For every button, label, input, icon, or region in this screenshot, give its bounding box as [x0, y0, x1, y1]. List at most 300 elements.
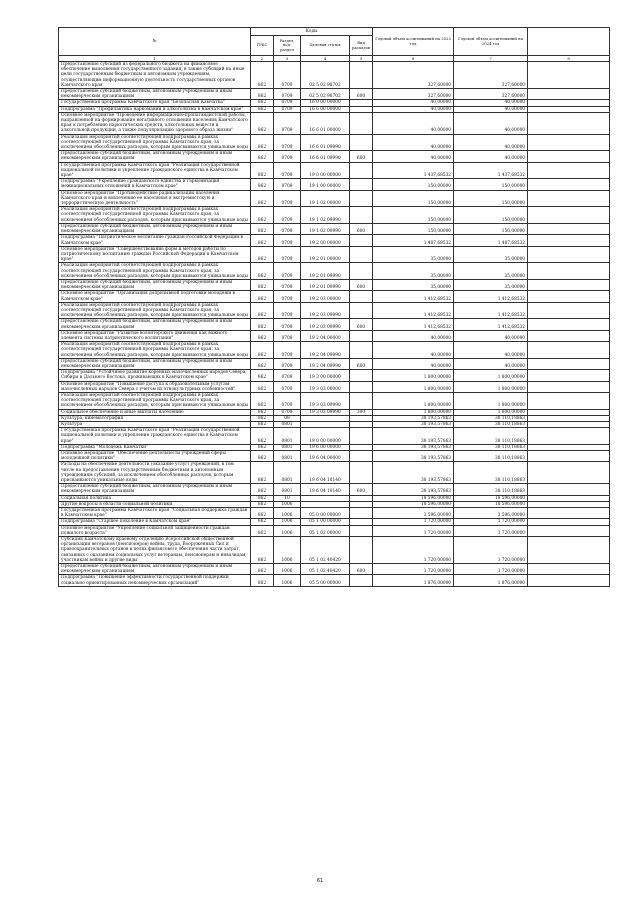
row-amount-2024-cell: 1 412,68532	[454, 291, 528, 302]
row-target-cell: 19 6 04 10140	[301, 484, 350, 495]
row-vid-cell: 600	[350, 484, 373, 495]
row-grbs-cell: 862	[251, 89, 274, 100]
row-spare-cell	[528, 302, 610, 319]
row-grbs-cell: 862	[251, 246, 274, 263]
row-amount-2023-cell: 327,60000	[373, 62, 454, 89]
row-name-cell: Государственная программа Камчатского края "Реализация государственной национальной политики и укрепление гражданского единства в Камчатском крае"	[59, 428, 251, 445]
row-name-cell: Подпрограмма "Укрепление гражданского единства и гармонизация межнациональных отношений в Камчатском крае"	[59, 179, 251, 190]
table-row	[59, 246, 610, 263]
row-name-cell: Основное мероприятие "Укрепление социальной защищенности граждан пожилого возраста"	[59, 525, 251, 536]
table-row	[59, 319, 610, 330]
row-grbs-cell: 862	[251, 525, 274, 536]
row-amount-2023-cell: 1 800,00000	[373, 370, 454, 381]
row-vid-cell	[350, 462, 373, 484]
row-section-cell: 0801	[274, 422, 301, 428]
row-name-cell: Реализация мероприятий соответствующей подпрограммы в рамках соответствующей государственной программы Камчатского края, за исключением обособленных расходов, которым присваиваются уникальные коды	[59, 392, 251, 409]
row-spare-cell	[528, 279, 610, 290]
row-section-cell: 0709	[274, 302, 301, 319]
row-spare-cell	[528, 428, 610, 445]
row-amount-2024-cell: 1 800,00000	[454, 409, 528, 415]
row-amount-2023-cell: 1 412,68532	[373, 302, 454, 319]
table-row	[59, 279, 610, 290]
row-amount-2024-cell: 18 596,00000	[454, 501, 528, 507]
row-target-cell: 19 6 04 00000	[301, 451, 350, 462]
row-amount-2024-cell: 18 596,00000	[454, 495, 528, 501]
row-spare-cell	[528, 370, 610, 381]
row-name-cell: Подпрограмма "Устойчивое развитие коренных малочисленных народов Севера, Сибири и Дальнего Востока, проживающих в Камчатском крае"	[59, 370, 251, 381]
row-target-cell: 19 2 03 09990	[301, 319, 350, 330]
row-section-cell: 0709	[274, 89, 301, 100]
budget-table-sheet	[58, 27, 609, 587]
table-row	[59, 302, 610, 319]
row-vid-cell	[350, 537, 373, 564]
row-amount-2023-cell: 40,00000	[373, 100, 454, 106]
row-spare-cell	[528, 89, 610, 100]
row-target-cell: 19 3 03 09990	[301, 392, 350, 409]
col-header-plan2024: Годовой объем ассигнований на 2024 год	[454, 28, 528, 56]
row-section-cell: 0801	[274, 444, 301, 450]
row-grbs-cell: 862	[251, 62, 274, 89]
row-amount-2023-cell: 150,00000	[373, 223, 454, 234]
row-amount-2023-cell: 40,00000	[373, 342, 454, 359]
table-row	[59, 342, 610, 359]
row-grbs-cell: 862	[251, 235, 274, 246]
row-grbs-cell: 862	[251, 462, 274, 484]
row-section-cell: 0709	[274, 207, 301, 224]
table-row	[59, 263, 610, 280]
row-grbs-cell: 862	[251, 190, 274, 207]
row-amount-2024-cell: 1 720,00000	[454, 519, 528, 525]
row-amount-2023-cell: 1 412,68532	[373, 291, 454, 302]
row-amount-2024-cell: 1 412,68532	[454, 319, 528, 330]
row-target-cell: 19 2 00 00000	[301, 235, 350, 246]
row-vid-cell	[350, 190, 373, 207]
row-vid-cell	[350, 392, 373, 409]
row-name-cell: Предоставление субсидий бюджетным, автономным учреждениям и иным некоммерческим организациям	[59, 279, 251, 290]
row-amount-2024-cell: 1 487,68532	[454, 235, 528, 246]
row-section-cell: 1006	[274, 501, 301, 507]
row-spare-cell	[528, 235, 610, 246]
row-grbs-cell: 862	[251, 484, 274, 495]
row-amount-2023-cell: 40,00000	[373, 134, 454, 151]
row-amount-2024-cell: 150,00000	[454, 190, 528, 207]
row-amount-2023-cell: 38 193,57863	[373, 428, 454, 445]
table-row	[59, 428, 610, 445]
row-target-cell: 19 3 03 00000	[301, 381, 350, 392]
col-header-vid: Вид расходов	[350, 36, 373, 56]
column-number-cell: 4	[301, 56, 350, 62]
row-amount-2023-cell: 18 596,00000	[373, 501, 454, 507]
table-row	[59, 525, 610, 536]
table-row	[59, 151, 610, 162]
row-spare-cell	[528, 263, 610, 280]
table-row	[59, 207, 610, 224]
row-amount-2024-cell: 1 800,00000	[454, 381, 528, 392]
table-row	[59, 62, 610, 89]
row-spare-cell	[528, 451, 610, 462]
row-name-cell: Предоставление субсидий бюджетным, автономным учреждениям и иным некоммерческим организациям	[59, 319, 251, 330]
row-amount-2024-cell: 38 110,18863	[454, 415, 528, 421]
row-amount-2024-cell: 40,00000	[454, 151, 528, 162]
row-spare-cell	[528, 392, 610, 409]
row-name-cell: Субсидия Камчатскому краевому отделению Всероссийской общественной организации ветеранов (пенсионеров) войны, труда, Вооруженных Сил и правоохранительных органов в целях финансового обеспечения части затрат, связанных с оказанием социальных услуг ветеранам, пенсионерам и инвалидам, участникам войны и другие виды	[59, 537, 251, 564]
row-grbs-cell: 862	[251, 319, 274, 330]
row-grbs-cell: 862	[251, 106, 274, 112]
table-row	[59, 484, 610, 495]
row-target-cell: 16 6 00 00000	[301, 106, 350, 112]
row-target-cell: 16 6 01 00000	[301, 112, 350, 134]
table-row	[59, 223, 610, 234]
row-amount-2024-cell: 40,00000	[454, 358, 528, 369]
row-amount-2023-cell: 150,00000	[373, 179, 454, 190]
header-row-top	[59, 28, 610, 36]
row-grbs-cell: 862	[251, 342, 274, 359]
row-grbs-cell: 862	[251, 444, 274, 450]
row-vid-cell	[350, 134, 373, 151]
table-row	[59, 291, 610, 302]
row-name-cell: Подпрограмма "Патриотическое воспитание граждан Российской Федерации в Камчатском крае"	[59, 235, 251, 246]
row-target-cell: 16 6 01 09990	[301, 134, 350, 151]
row-section-cell: 0709	[274, 223, 301, 234]
row-target-cell: 05 1 02 00000	[301, 525, 350, 536]
row-amount-2024-cell: 38 110,18863	[454, 451, 528, 462]
table-row	[59, 162, 610, 179]
table-row	[59, 451, 610, 462]
row-name-cell: Подпрограмма "Профилактика наркомании и алкоголизма в Камчатском крае"	[59, 106, 251, 112]
row-name-cell: Культура, кинематография	[59, 415, 251, 421]
row-section-cell: 1006	[274, 508, 301, 519]
row-vid-cell: 600	[350, 358, 373, 369]
row-section-cell: 0709	[274, 62, 301, 89]
row-target-cell: 19 1 02 09990	[301, 207, 350, 224]
row-vid-cell	[350, 162, 373, 179]
row-name-cell: Основное мероприятие "Организация допризывной подготовки молодежи в Камчатском крае"	[59, 291, 251, 302]
row-name-cell: Предоставление субсидий бюджетным, автономным учреждениям и иным некоммерческим организациям	[59, 151, 251, 162]
row-name-cell: Основное мероприятие "Обеспечение деятельности учреждений сферы молодежной политики"	[59, 451, 251, 462]
row-amount-2024-cell: 40,00000	[454, 330, 528, 341]
row-target-cell: 05 1 02 40420	[301, 537, 350, 564]
row-grbs-cell: 862	[251, 370, 274, 381]
row-amount-2024-cell: 327,60000	[454, 89, 528, 100]
row-grbs-cell: 862	[251, 537, 274, 564]
row-target-cell: 19 1 02 09990	[301, 223, 350, 234]
row-section-cell: 0709	[274, 319, 301, 330]
row-amount-2023-cell: 38 193,57863	[373, 484, 454, 495]
row-name-cell: Другие вопросы в области социальной политики	[59, 501, 251, 507]
row-vid-cell: 600	[350, 89, 373, 100]
row-amount-2023-cell: 1 720,00000	[373, 537, 454, 564]
row-amount-2024-cell: 40,00000	[454, 112, 528, 134]
row-target-cell: 19 2 04 09990	[301, 358, 350, 369]
row-amount-2023-cell: 40,00000	[373, 358, 454, 369]
row-section-cell: 0709	[274, 179, 301, 190]
row-vid-cell	[350, 381, 373, 392]
row-spare-cell	[528, 319, 610, 330]
col-header-section: Раздел, под-раздел	[274, 36, 301, 56]
row-section-cell: 1006	[274, 519, 301, 525]
row-section-cell: 10	[274, 495, 301, 501]
row-section-cell: 1006	[274, 575, 301, 586]
row-grbs-cell: 862	[251, 263, 274, 280]
row-vid-cell	[350, 451, 373, 462]
row-section-cell: 08	[274, 415, 301, 421]
row-amount-2023-cell: 1 412,68532	[373, 319, 454, 330]
row-spare-cell	[528, 508, 610, 519]
row-spare-cell	[528, 342, 610, 359]
row-amount-2024-cell: 1 720,00000	[454, 537, 528, 564]
row-vid-cell	[350, 62, 373, 89]
row-name-cell: Реализация мероприятий соответствующей подпрограммы в рамках соответствующей государственной программы Камчатского края, за исключением обособленных расходов, которым присваиваются уникальные коды	[59, 263, 251, 280]
row-name-cell: Реализация мероприятий соответствующей подпрограммы в рамках соответствующей государственной программы Камчатского края, за исключением обособленных расходов, которым присваиваются уникальные коды	[59, 302, 251, 319]
row-vid-cell	[350, 246, 373, 263]
row-spare-cell	[528, 358, 610, 369]
row-amount-2023-cell: 1 876,00000	[373, 575, 454, 586]
row-grbs-cell: 862	[251, 422, 274, 428]
row-amount-2023-cell: 1 720,00000	[373, 564, 454, 575]
row-spare-cell	[528, 179, 610, 190]
row-amount-2023-cell: 327,60000	[373, 89, 454, 100]
budget-table	[58, 27, 610, 587]
row-amount-2023-cell: 38 193,57863	[373, 444, 454, 450]
row-grbs-cell: 862	[251, 223, 274, 234]
column-number-cell: 1	[59, 56, 251, 62]
row-amount-2024-cell: 3 596,00000	[454, 508, 528, 519]
table-row	[59, 575, 610, 586]
row-spare-cell	[528, 246, 610, 263]
row-name-cell: Подпрограмма "Повышение эффективности государственной поддержки социально ориентированных некоммерческих организаций"	[59, 575, 251, 586]
row-name-cell: Реализация мероприятий соответствующей подпрограммы в рамках соответствующей государственной программы Камчатского края, за исключением обособленных расходов, которым присваиваются уникальные коды	[59, 342, 251, 359]
row-section-cell: 0709	[274, 263, 301, 280]
row-vid-cell: 600	[350, 319, 373, 330]
row-amount-2024-cell: 150,00000	[454, 223, 528, 234]
row-name-cell: Предоставление субсидий бюджетным, автономным учреждениям и иным некоммерческим организациям	[59, 564, 251, 575]
row-grbs-cell: 862	[251, 564, 274, 575]
row-section-cell: 0709	[274, 291, 301, 302]
row-section-cell: 0709	[274, 370, 301, 381]
row-spare-cell	[528, 207, 610, 224]
row-name-cell: Предоставление субсидий бюджетным, автономным учреждениям и иным некоммерческим организациям	[59, 89, 251, 100]
row-grbs-cell: 862	[251, 409, 274, 415]
row-name-cell: Расходы на обеспечение деятельности (оказание услуг) учреждений, в том числе на предоставление государственным бюджетным и автономным учреждениям субсидий, за исключением обособленных расходов, которым присваиваются уникальные коды	[59, 462, 251, 484]
row-grbs-cell: 862	[251, 207, 274, 224]
table-row	[59, 381, 610, 392]
row-amount-2024-cell: 150,00000	[454, 179, 528, 190]
row-section-cell: 0801	[274, 428, 301, 445]
row-amount-2024-cell: 1 800,00000	[454, 370, 528, 381]
row-grbs-cell: 862	[251, 508, 274, 519]
row-amount-2023-cell: 35,00000	[373, 263, 454, 280]
row-grbs-cell: 862	[251, 428, 274, 445]
col-header-grbs: ГРБС	[251, 36, 274, 56]
row-section-cell: 0709	[274, 106, 301, 112]
row-spare-cell	[528, 151, 610, 162]
row-grbs-cell: 862	[251, 291, 274, 302]
row-grbs-cell: 862	[251, 179, 274, 190]
row-name-cell: Социальное обеспечение и иные выплаты населению	[59, 409, 251, 415]
row-spare-cell	[528, 330, 610, 341]
column-number-cell: 5	[350, 56, 373, 62]
row-grbs-cell: 862	[251, 358, 274, 369]
table-row	[59, 370, 610, 381]
row-target-cell: 19 2 01 09990	[301, 263, 350, 280]
row-amount-2024-cell: 35,00000	[454, 279, 528, 290]
row-target-cell: 16 6 01 09990	[301, 151, 350, 162]
row-amount-2023-cell: 38 193,57863	[373, 451, 454, 462]
row-spare-cell	[528, 190, 610, 207]
row-grbs-cell: 862	[251, 519, 274, 525]
row-vid-cell	[350, 330, 373, 341]
row-amount-2023-cell: 1 800,00000	[373, 409, 454, 415]
row-amount-2023-cell: 40,00000	[373, 151, 454, 162]
row-target-cell: 19 0 00 00000	[301, 428, 350, 445]
row-section-cell: 0801	[274, 462, 301, 484]
col-header-plan2023: Годовой объем ассигнований на 2023 год	[373, 28, 454, 56]
row-target-cell: 19 3 03 09990	[301, 409, 350, 415]
row-target-cell: 19 2 01 00000	[301, 246, 350, 263]
row-section-cell: 0709	[274, 330, 301, 341]
row-spare-cell	[528, 484, 610, 495]
row-grbs-cell: 862	[251, 279, 274, 290]
row-target-cell: 05 1 02 40420	[301, 564, 350, 575]
row-amount-2024-cell: 150,00000	[454, 207, 528, 224]
row-spare-cell	[528, 291, 610, 302]
row-spare-cell	[528, 575, 610, 586]
row-vid-cell	[350, 235, 373, 246]
row-section-cell: 0801	[274, 451, 301, 462]
row-vid-cell: 600	[350, 279, 373, 290]
table-row	[59, 134, 610, 151]
col-header-codes: Коды	[251, 28, 373, 36]
row-name-cell: Основное мероприятие "Проведение информационно-пропагандистской работы, направленной на формирование негативного отношения населения Камчатского края к потреблению наркотических средств, алкогольных веществ и алкогольной продукции, а также популяризацию здорового образа жизни"	[59, 112, 251, 134]
row-section-cell: 0709	[274, 409, 301, 415]
row-name-cell: Предоставление субсидий бюджетным, автономным учреждениям и иным некоммерческим организациям	[59, 484, 251, 495]
row-grbs-cell: 862	[251, 415, 274, 421]
column-number-cell: 6	[373, 56, 454, 62]
row-section-cell: 0801	[274, 484, 301, 495]
row-section-cell: 0709	[274, 134, 301, 151]
row-name-cell: Социальная политика	[59, 495, 251, 501]
row-name-cell: Предоставление субсидий бюджетным, автономным учреждениям и иным некоммерческим организациям	[59, 223, 251, 234]
row-name-cell: Предоставление субсидий из федерального бюджета на финансовое обеспечение выполнения государственного задания, в также субсидий на иные цели государственным бюджетным и автономным учреждениям, осуществляющим информационную деятельность государственных органов Камчатского края	[59, 62, 251, 89]
row-amount-2024-cell: 1 720,00000	[454, 564, 528, 575]
row-section-cell: 0709	[274, 246, 301, 263]
row-amount-2023-cell: 38 193,57863	[373, 415, 454, 421]
row-section-cell: 0709	[274, 112, 301, 134]
row-section-cell: 1006	[274, 525, 301, 536]
row-target-cell: 05 1 00 00000	[301, 519, 350, 525]
row-target-cell: 02 5 02 98702	[301, 62, 350, 89]
row-amount-2024-cell: 38 110,18863	[454, 484, 528, 495]
row-name-cell: Государственная программа Камчатского края "Безопасная Камчатка"	[59, 100, 251, 106]
row-name-cell: Реализация мероприятий соответствующей подпрограммы в рамках соответствующей государственной программы Камчатского края, за исключением обособленных расходов, которым присваиваются уникальные коды	[59, 207, 251, 224]
row-grbs-cell: 862	[251, 575, 274, 586]
row-spare-cell	[528, 537, 610, 564]
row-vid-cell	[350, 207, 373, 224]
row-amount-2023-cell: 150,00000	[373, 190, 454, 207]
table-row	[59, 358, 610, 369]
row-spare-cell	[528, 134, 610, 151]
row-amount-2024-cell: 40,00000	[454, 134, 528, 151]
row-grbs-cell: 862	[251, 501, 274, 507]
row-amount-2023-cell: 35,00000	[373, 246, 454, 263]
row-grbs-cell: 862	[251, 451, 274, 462]
row-amount-2023-cell: 35,00000	[373, 279, 454, 290]
row-amount-2024-cell: 1 800,00000	[454, 392, 528, 409]
row-vid-cell	[350, 370, 373, 381]
row-target-cell: 19 2 04 00000	[301, 330, 350, 341]
row-vid-cell	[350, 428, 373, 445]
row-grbs-cell: 862	[251, 330, 274, 341]
table-row	[59, 330, 610, 341]
row-vid-cell: 600	[350, 151, 373, 162]
row-amount-2023-cell: 1 800,00000	[373, 392, 454, 409]
row-section-cell: 0709	[274, 279, 301, 290]
row-amount-2023-cell: 18 596,00000	[373, 495, 454, 501]
row-name-cell: Культура	[59, 422, 251, 428]
table-row	[59, 537, 610, 564]
row-amount-2024-cell: 38 110,18863	[454, 462, 528, 484]
row-amount-2024-cell: 35,00000	[454, 246, 528, 263]
row-name-cell: Основное мероприятие "Совершенствование форм и методов работы по патриотическому воспитанию граждан Российской Федерации в Камчатском крае"	[59, 246, 251, 263]
row-amount-2023-cell: 150,00000	[373, 207, 454, 224]
row-section-cell: 1006	[274, 564, 301, 575]
row-section-cell: 0709	[274, 342, 301, 359]
table-row	[59, 190, 610, 207]
row-target-cell: 19 2 01 09990	[301, 279, 350, 290]
row-amount-2023-cell: 1 720,00000	[373, 525, 454, 536]
row-amount-2024-cell: 40,00000	[454, 100, 528, 106]
row-vid-cell	[350, 112, 373, 134]
row-name-cell: Основное мероприятие "Повышение доступа к образовательным услугам малочисленных народов Севера с учетом их этнокультурных особенностей"	[59, 381, 251, 392]
row-section-cell: 0709	[274, 162, 301, 179]
row-target-cell: 05 5 00 00000	[301, 575, 350, 586]
row-amount-2024-cell: 35,00000	[454, 263, 528, 280]
row-target-cell: 05 0 00 00000	[301, 508, 350, 519]
row-amount-2024-cell: 327,60000	[454, 62, 528, 89]
row-target-cell: 19 2 03 09990	[301, 302, 350, 319]
row-name-cell: Государственная программа Камчатского края "Социальная поддержка граждан в Камчатском крае"	[59, 508, 251, 519]
row-target-cell: 19 2 03 00000	[301, 291, 350, 302]
row-amount-2023-cell: 1 800,00000	[373, 381, 454, 392]
column-number-cell: 2	[251, 56, 274, 62]
row-section-cell: 0709	[274, 151, 301, 162]
row-name-cell: Реализация мероприятий соответствующей подпрограммы в рамках соответствующей государственной программы Камчатского края, за исключением обособленных расходов, которым присваиваются уникальные коды	[59, 134, 251, 151]
row-grbs-cell: 862	[251, 134, 274, 151]
column-number-cell: 8	[528, 56, 610, 62]
row-vid-cell	[350, 525, 373, 536]
col-header-name: №	[59, 28, 251, 56]
row-amount-2024-cell: 1 720,00000	[454, 525, 528, 536]
row-section-cell: 0709	[274, 358, 301, 369]
row-amount-2024-cell: 1 437,68532	[454, 162, 528, 179]
row-name-cell: Подпрограмма "Молодежь Камчатки"	[59, 444, 251, 450]
row-spare-cell	[528, 381, 610, 392]
table-row	[59, 235, 610, 246]
row-amount-2023-cell: 38 193,57863	[373, 462, 454, 484]
row-section-cell: 0709	[274, 100, 301, 106]
table-row	[59, 392, 610, 409]
row-spare-cell	[528, 462, 610, 484]
row-spare-cell	[528, 162, 610, 179]
row-grbs-cell: 862	[251, 495, 274, 501]
row-vid-cell	[350, 508, 373, 519]
table-row	[59, 89, 610, 100]
row-spare-cell	[528, 525, 610, 536]
row-name-cell: Государственная программа Камчатского края "Реализация государственной национальной политики и укрепление гражданского единства в Камчатском крае"	[59, 162, 251, 179]
row-vid-cell	[350, 179, 373, 190]
col-header-target: Целевая статья	[301, 36, 350, 56]
row-amount-2024-cell: 40,00000	[454, 106, 528, 112]
